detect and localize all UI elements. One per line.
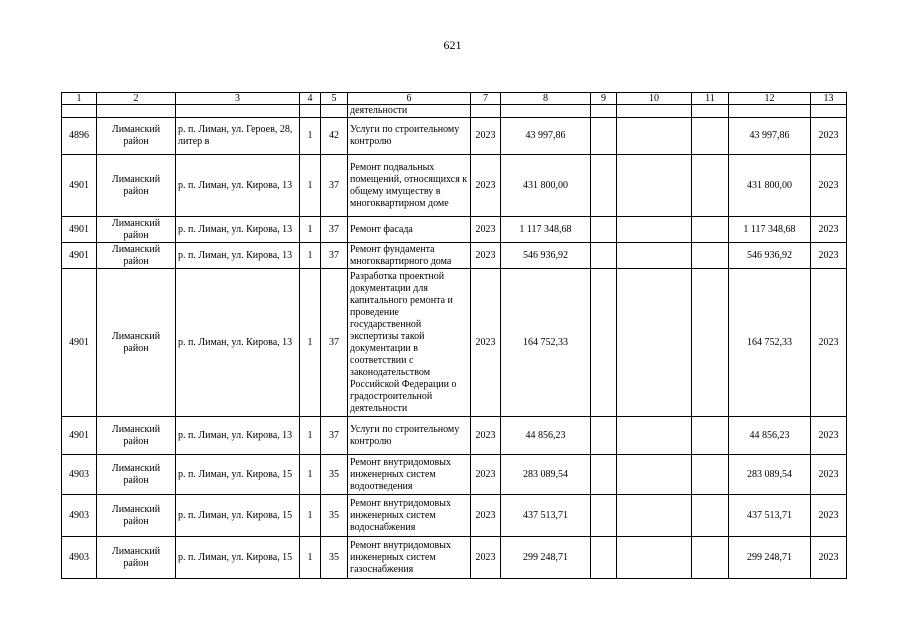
col10-cell — [617, 269, 692, 417]
col11-cell — [692, 495, 729, 537]
work-type-cell: деятельности — [348, 105, 471, 118]
col5-cell: 37 — [321, 417, 348, 455]
col11-cell — [692, 269, 729, 417]
col12-cost-cell: 283 089,54 — [729, 455, 811, 495]
col11-cell — [692, 118, 729, 155]
col9-cell — [591, 455, 617, 495]
cost-cell: 164 752,33 — [501, 269, 591, 417]
district-cell: Лиманский район — [97, 243, 176, 269]
cost-cell: 546 936,92 — [501, 243, 591, 269]
col9-cell — [591, 537, 617, 579]
col5-cell: 37 — [321, 155, 348, 217]
row-id-cell: 4901 — [62, 217, 97, 243]
row-id-cell: 4901 — [62, 417, 97, 455]
col11-cell — [692, 217, 729, 243]
cost-cell: 431 800,00 — [501, 155, 591, 217]
work-type-cell: Ремонт фасада — [348, 217, 471, 243]
address-cell: р. п. Лиман, ул. Кирова, 15 — [176, 455, 300, 495]
address-cell: р. п. Лиман, ул. Кирова, 15 — [176, 537, 300, 579]
col9-cell — [591, 217, 617, 243]
page-number: 621 — [443, 38, 462, 52]
col12-cost-cell: 546 936,92 — [729, 243, 811, 269]
row-id-cell: 4901 — [62, 269, 97, 417]
column-header: 13 — [811, 93, 847, 105]
col13-year-cell: 2023 — [811, 495, 847, 537]
col12-cost-cell: 431 800,00 — [729, 155, 811, 217]
row-id-cell: 4896 — [62, 118, 97, 155]
row-id-cell: 4903 — [62, 495, 97, 537]
district-cell: Лиманский район — [97, 495, 176, 537]
column-header: 2 — [97, 93, 176, 105]
column-header: 3 — [176, 93, 300, 105]
continuation-row — [62, 105, 847, 118]
year-cell: 2023 — [471, 455, 501, 495]
table-row — [62, 269, 847, 417]
year-cell: 2023 — [471, 537, 501, 579]
col9-cell — [591, 495, 617, 537]
address-cell: р. п. Лиман, ул. Кирова, 13 — [176, 269, 300, 417]
col5-cell: 37 — [321, 269, 348, 417]
cost-cell: 299 248,71 — [501, 537, 591, 579]
cost-cell: 283 089,54 — [501, 455, 591, 495]
year-cell: 2023 — [471, 495, 501, 537]
col11-cell — [692, 243, 729, 269]
cost-cell: 44 856,23 — [501, 417, 591, 455]
col13-year-cell: 2023 — [811, 243, 847, 269]
row-id-cell: 4901 — [62, 243, 97, 269]
col11-cell — [692, 537, 729, 579]
column-header: 12 — [729, 93, 811, 105]
address-cell: р. п. Лиман, ул. Героев, 28, литер в — [176, 118, 300, 155]
col10-cell — [617, 417, 692, 455]
col10-cell — [617, 217, 692, 243]
col12-cost-cell: 164 752,33 — [729, 269, 811, 417]
column-header: 4 — [300, 93, 321, 105]
col4-cell: 1 — [300, 269, 321, 417]
col9-cell — [591, 417, 617, 455]
col4-cell: 1 — [300, 455, 321, 495]
work-type-cell: Разработка проектной документации для капитального ремонта и проведение государственной экспертизы такой документации в соответствии с законодательством Российской Федерации о градостроительной деятельности — [348, 269, 471, 417]
address-cell: р. п. Лиман, ул. Кирова, 13 — [176, 417, 300, 455]
work-type-cell: Ремонт фундамента многоквартирного дома — [348, 243, 471, 269]
table-row — [62, 243, 847, 269]
table-row — [62, 495, 847, 537]
col4-cell: 1 — [300, 537, 321, 579]
column-header: 7 — [471, 93, 501, 105]
col4-cell: 1 — [300, 155, 321, 217]
col10-cell — [617, 495, 692, 537]
column-header: 8 — [501, 93, 591, 105]
address-cell: р. п. Лиман, ул. Кирова, 13 — [176, 243, 300, 269]
col10-cell — [617, 243, 692, 269]
col4-cell: 1 — [300, 495, 321, 537]
col5-cell: 37 — [321, 217, 348, 243]
col5-cell: 42 — [321, 118, 348, 155]
year-cell: 2023 — [471, 243, 501, 269]
col4-cell: 1 — [300, 217, 321, 243]
column-header: 5 — [321, 93, 348, 105]
col11-cell — [692, 455, 729, 495]
address-cell: р. п. Лиман, ул. Кирова, 13 — [176, 155, 300, 217]
column-header: 6 — [348, 93, 471, 105]
col12-cost-cell: 437 513,71 — [729, 495, 811, 537]
col13-year-cell: 2023 — [811, 269, 847, 417]
work-type-cell: Ремонт подвальных помещений, относящихся к общему имуществу в многоквартирном доме — [348, 155, 471, 217]
row-id-cell: 4903 — [62, 537, 97, 579]
col5-cell: 35 — [321, 495, 348, 537]
col13-year-cell: 2023 — [811, 118, 847, 155]
repair-schedule-table — [61, 92, 847, 579]
col13-year-cell: 2023 — [811, 417, 847, 455]
table-row — [62, 417, 847, 455]
col5-cell: 35 — [321, 537, 348, 579]
col12-cost-cell: 1 117 348,68 — [729, 217, 811, 243]
district-cell: Лиманский район — [97, 455, 176, 495]
col9-cell — [591, 118, 617, 155]
table-row — [62, 537, 847, 579]
year-cell: 2023 — [471, 417, 501, 455]
col13-year-cell: 2023 — [811, 155, 847, 217]
district-cell: Лиманский район — [97, 118, 176, 155]
col10-cell — [617, 537, 692, 579]
address-cell: р. п. Лиман, ул. Кирова, 13 — [176, 217, 300, 243]
work-type-cell: Услуги по строительному контролю — [348, 118, 471, 155]
district-cell: Лиманский район — [97, 417, 176, 455]
col4-cell: 1 — [300, 243, 321, 269]
table-row — [62, 455, 847, 495]
work-type-cell: Ремонт внутридомовых инженерных систем водоотведения — [348, 455, 471, 495]
table-row — [62, 217, 847, 243]
year-cell: 2023 — [471, 155, 501, 217]
col4-cell: 1 — [300, 118, 321, 155]
district-cell: Лиманский район — [97, 269, 176, 417]
work-type-cell: Услуги по строительному контролю — [348, 417, 471, 455]
col13-year-cell: 2023 — [811, 537, 847, 579]
work-type-cell: Ремонт внутридомовых инженерных систем газоснабжения — [348, 537, 471, 579]
address-cell: р. п. Лиман, ул. Кирова, 15 — [176, 495, 300, 537]
col10-cell — [617, 455, 692, 495]
col9-cell — [591, 155, 617, 217]
col5-cell: 35 — [321, 455, 348, 495]
column-header: 11 — [692, 93, 729, 105]
col10-cell — [617, 155, 692, 217]
col11-cell — [692, 417, 729, 455]
year-cell: 2023 — [471, 118, 501, 155]
column-number-row — [62, 93, 847, 105]
cost-cell: 437 513,71 — [501, 495, 591, 537]
col4-cell: 1 — [300, 417, 321, 455]
column-header: 10 — [617, 93, 692, 105]
district-cell: Лиманский район — [97, 217, 176, 243]
col5-cell: 37 — [321, 243, 348, 269]
year-cell: 2023 — [471, 269, 501, 417]
col13-year-cell: 2023 — [811, 217, 847, 243]
district-cell: Лиманский район — [97, 155, 176, 217]
work-type-cell: Ремонт внутридомовых инженерных систем водоснабжения — [348, 495, 471, 537]
col9-cell — [591, 269, 617, 417]
row-id-cell: 4901 — [62, 155, 97, 217]
column-header: 9 — [591, 93, 617, 105]
col10-cell — [617, 118, 692, 155]
col9-cell — [591, 243, 617, 269]
col12-cost-cell: 43 997,86 — [729, 118, 811, 155]
year-cell: 2023 — [471, 217, 501, 243]
column-header: 1 — [62, 93, 97, 105]
col12-cost-cell: 299 248,71 — [729, 537, 811, 579]
col13-year-cell: 2023 — [811, 455, 847, 495]
col12-cost-cell: 44 856,23 — [729, 417, 811, 455]
cost-cell: 43 997,86 — [501, 118, 591, 155]
cost-cell: 1 117 348,68 — [501, 217, 591, 243]
table-row — [62, 118, 847, 155]
col11-cell — [692, 155, 729, 217]
table-row — [62, 155, 847, 217]
row-id-cell: 4903 — [62, 455, 97, 495]
district-cell: Лиманский район — [97, 537, 176, 579]
